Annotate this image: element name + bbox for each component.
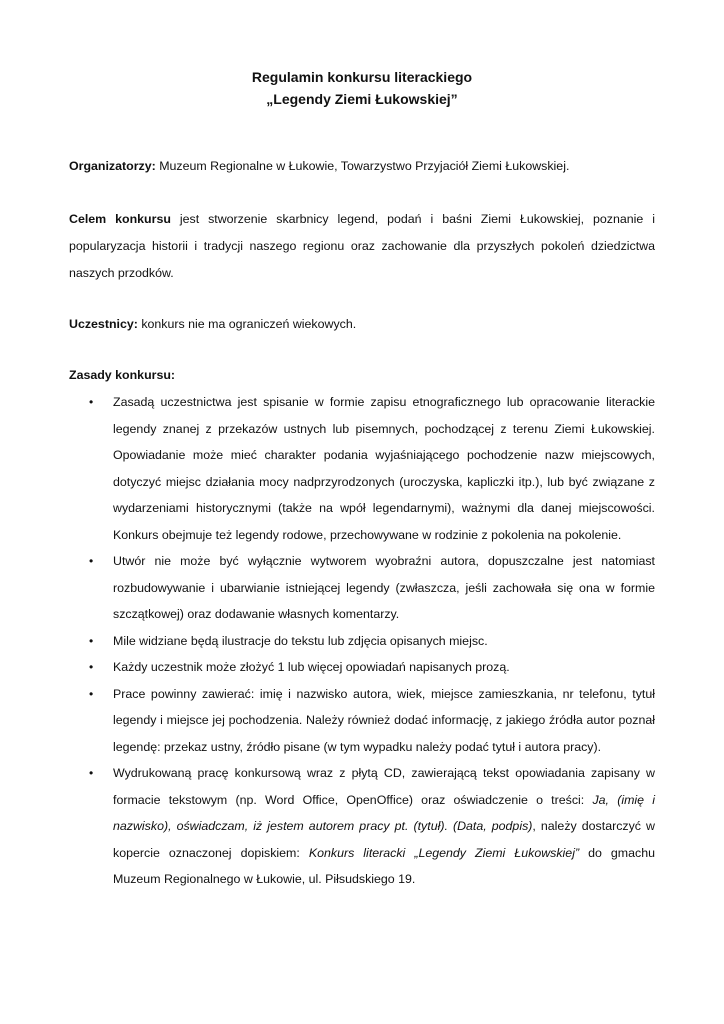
document-page	[69, 66, 655, 893]
rule-text: Każdy uczestnik może złożyć 1 lub więcej opowiadań napisanych prozą.	[113, 660, 510, 674]
bullet-icon: •	[89, 660, 94, 674]
bullet-icon: •	[89, 395, 94, 409]
goal-paragraph	[69, 206, 655, 287]
goal-text: jest stworzenie skarbnicy legend, podań i baśni Ziemi Łukowskiej, poznanie i popularyzacja historii i tradycji naszego regionu oraz zachowanie dla przyszłych pokoleń dziedzictwa naszych przodków.	[69, 212, 655, 280]
organizers-text: Muzeum Regionalne w Łukowie, Towarzystwo Przyjaciół Ziemi Łukowskiej.	[155, 159, 570, 173]
rules-heading: Zasady konkursu:	[69, 368, 176, 382]
rule-text: Mile widziane będą ilustracje do tekstu lub zdjęcia opisanych miejsc.	[113, 633, 488, 648]
organizers-paragraph	[69, 153, 655, 180]
list-item	[69, 654, 655, 681]
envelope-label-text: Konkurs literacki „Legendy Ziemi Łukowskiej”	[308, 845, 580, 860]
rules-list	[69, 389, 655, 893]
declaration-text: Ja, (imię i nazwisko), oświadczam, iż jestem autorem pracy pt. (tytuł). (Data, podpis)	[113, 792, 655, 833]
title-line-1: Regulamin konkursu literackiego	[251, 69, 473, 85]
list-item	[69, 548, 655, 628]
document-title	[69, 66, 655, 110]
rule-text-part-3: do gmachu Muzeum Regionalnego w Łukowie, ul. Piłsudskiego 19.	[113, 845, 655, 886]
rule-text: Zasadą uczestnictwa jest spisanie w formie zapisu etnograficznego lub opracowanie literackie legendy znanej z przekazów ustnych lub pisemnych, pochodzącej z terenu Ziemi Łukowskiej. Opowiadanie może mieć charakter podania wyjaśniającego pochodzenie nazw miejscowych, dotyczyć miejsc działania mocy nadprzyrodzonych (uroczyska, kapliczki itp.), lub być związane z wydarzeniami historycznymi (także na wpół legendarnymi), ważnymi dla danej miejscowości. Konkurs obejmuje też legendy rodowe, przechowywane w rodzinie z pokolenia na pokolenie.	[113, 395, 655, 542]
participants-text: konkurs nie ma ograniczeń wiekowych.	[137, 317, 357, 331]
list-item	[69, 389, 655, 548]
list-item	[69, 628, 655, 655]
title-line-2: „Legendy Ziemi Łukowskiej”	[266, 91, 458, 107]
list-item	[69, 760, 655, 893]
list-item	[69, 681, 655, 761]
bullet-icon: •	[89, 633, 94, 648]
rule-text: Utwór nie może być wyłącznie wytworem wyobraźni autora, dopuszczalne jest natomiast rozbudowywanie i ubarwianie istniejącej legendy (zwłaszcza, jeśli zachowała się ona w formie szczątkowej) oraz dodawanie własnych komentarzy.	[113, 554, 655, 621]
rule-text-part-2: , należy dostarczyć w kopercie oznaczonej dopiskiem:	[113, 819, 655, 860]
goal-label: Celem konkursu	[69, 212, 171, 226]
bullet-icon: •	[89, 686, 94, 701]
rule-text-part-1: Wydrukowaną pracę konkursową wraz z płytą CD, zawierającą tekst opowiadania zapisany w formacie tekstowym (np. Word Office, OpenOffice) oraz oświadczenie o treści:	[113, 766, 655, 807]
rule-text: Prace powinny zawierać: imię i nazwisko autora, wiek, miejsce zamieszkania, nr telefonu, tytuł legendy i miejsce jej pochodzenia. Należy również dodać informację, z jakiego źródła autor poznał legendę: przekaz ustny, źródło pisane (w tym wypadku należy podać tytuł i autora pracy).	[113, 686, 655, 754]
organizers-label: Organizatorzy:	[69, 159, 156, 173]
participants-paragraph	[69, 311, 655, 338]
bullet-icon: •	[89, 554, 94, 568]
bullet-icon: •	[89, 766, 94, 780]
participants-label: Uczestnicy:	[69, 317, 138, 331]
